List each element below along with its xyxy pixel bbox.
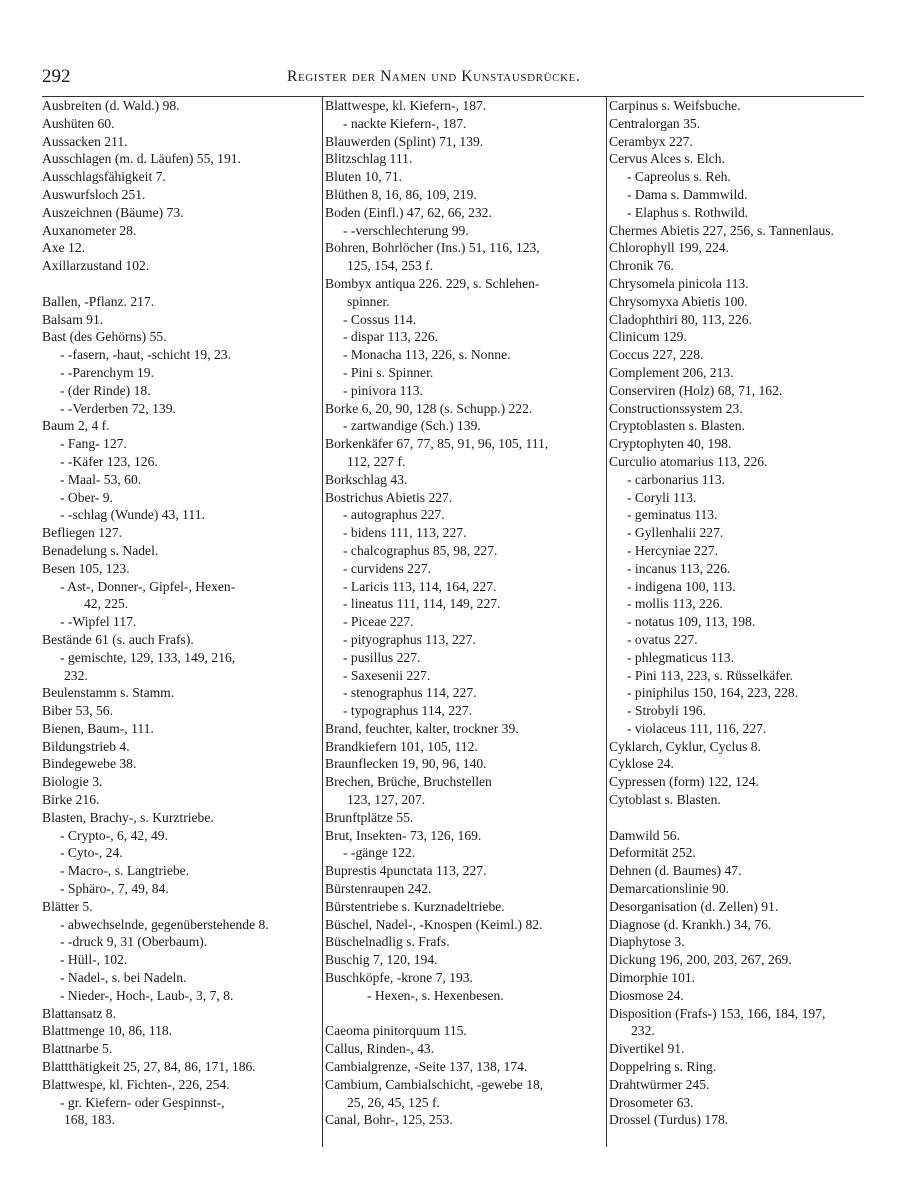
index-entry [42,275,310,293]
index-entry: Brunftplätze 55. [325,809,414,825]
index-entry: - Elaphus s. Rothwild. [627,204,749,220]
index-entry: - Strobyli 196. [627,703,706,719]
index-entry: Dehnen (d. Baumes) 47. [609,863,742,879]
index-entry: - -gänge 122. [343,845,416,861]
index-entry: Dimorphie 101. [609,970,696,986]
index-entry: - chalcographus 85, 98, 227. [343,542,498,558]
index-entry: - -Parenchym 19. [60,364,154,380]
index-entry: Blätter 5. [42,898,93,914]
running-head: Register der Namen und Kunstausdrücke. [287,68,581,85]
index-entry: Bindegewebe 38. [42,756,137,772]
index-entry: Chrysomyxa Abietis 100. [609,293,748,309]
index-entry: - -Verderben 72, 139. [60,400,176,416]
index-entry: Boden (Einfl.) 47, 62, 66, 232. [325,204,492,220]
index-entry: Blauwerden (Splint) 71, 139. [325,133,484,149]
index-entry: - notatus 109, 113, 198. [627,614,756,630]
index-entry: - phlegmaticus 113. [627,649,735,665]
index-entry: Brut, Insekten- 73, 126, 169. [325,827,482,843]
index-entry: Bostrichus Abietis 227. [325,489,453,505]
index-entry: Cyklarch, Cyklur, Cyclus 8. [609,738,761,754]
index-entry: Drossel (Turdus) 178. [609,1112,729,1128]
index-entry: Auswurfsloch 251. [42,186,146,202]
index-entry: - -Wipfel 117. [60,614,137,630]
index-entry: Ausschlagsfähigkeit 7. [42,169,166,185]
index-entry: Blattwespe, kl. Kiefern-, 187. [325,98,487,113]
index-entry: - typographus 114, 227. [343,703,473,719]
index-entry: Cypressen (form) 122, 124. [609,774,759,790]
index-entry: - dispar 113, 226. [343,329,439,345]
index-entry: Cryptophyten 40, 198. [609,436,732,452]
index-entry: 112, 227 f. [347,453,406,469]
index-entry: Constructionssystem 23. [609,400,743,416]
index-entry: - lineatus 111, 114, 149, 227. [343,596,501,612]
index-entry: Coccus 227, 228. [609,347,704,363]
index-entry: Conserviren (Holz) 68, 71, 162. [609,382,783,398]
index-entry: Bluten 10, 71. [325,169,403,185]
index-entry: - Ast-, Donner-, Gipfel-, Hexen- [60,578,236,594]
index-entry: - abwechselnde, gegenüberstehende 8. [60,916,269,932]
index-entry: Auszeichnen (Bäume) 73. [42,204,184,220]
index-entry: Birke 216. [42,792,100,808]
index-entry: Biologie 3. [42,774,103,790]
index-entry: Bürstentriebe s. Kurznadeltriebe. [325,898,505,914]
index-column-2 [322,97,607,1147]
index-entry: Doppelring s. Ring. [609,1059,717,1075]
index-entry: - pusillus 227. [343,649,421,665]
index-entry: 123, 127, 207. [347,792,426,808]
index-entry: - Cyto-, 24. [60,845,123,861]
page-header [42,66,862,94]
index-entry: - bidens 111, 113, 227. [343,525,467,541]
index-entry: Drosometer 63. [609,1094,694,1110]
index-entry: Drahtwürmer 245. [609,1076,710,1092]
index-entry: - -druck 9, 31 (Oberbaum). [60,934,208,950]
index-entry: Biber 53, 56. [42,703,113,719]
index-entry: - -Käfer 123, 126. [60,453,158,469]
index-entry: Cambialgrenze, -Seite 137, 138, 174. [325,1059,528,1075]
index-entry: Ballen, -Pflanz. 217. [42,293,155,309]
index-entry: Blasten, Brachy-, s. Kurztriebe. [42,809,214,825]
index-entry: Buschköpfe, -krone 7, 193. [325,970,473,986]
index-entry: - Monacha 113, 226, s. Nonne. [343,347,511,363]
index-entry: Diosmose 24. [609,987,684,1003]
index-entry: - Fang- 127. [60,436,127,452]
index-entry: Cryptoblasten s. Blasten. [609,418,745,434]
index-entry: - Capreolus s. Reh. [627,169,731,185]
index-entry: Carpinus s. Weifsbuche. [609,98,741,113]
index-entry: - ovatus 227. [627,631,698,647]
index-entry: Demarcationslinie 90. [609,881,730,897]
index-entry: - gr. Kiefern- oder Gespinnst-, [60,1094,225,1110]
index-entry: Diagnose (d. Krankh.) 34, 76. [609,916,772,932]
index-entry: Cladophthiri 80, 113, 226. [609,311,752,327]
index-entry: Borke 6, 20, 90, 128 (s. Schupp.) 222. [325,400,533,416]
index-entry: Borkschlag 43. [325,471,408,487]
index-entry: - violaceus 111, 116, 227. [627,720,767,736]
index-entry: - Ober- 9. [60,489,113,505]
index-entry: Büschel, Nadel-, -Knospen (Keiml.) 82. [325,916,543,932]
index-entry: - incanus 113, 226. [627,560,731,576]
index-entry: Besen 105, 123. [42,560,130,576]
index-entry: Bürstenraupen 242. [325,881,432,897]
index-entry: Baum 2, 4 f. [42,418,110,434]
index-entry: Aushüten 60. [42,115,115,131]
index-entry: - nackte Kiefern-, 187. [343,115,467,131]
index-entry: - Pini 113, 223, s. Rüsselkäfer. [627,667,794,683]
index-entry: - Gyllenhalii 227. [627,525,724,541]
index-entry: Beulenstamm s. Stamm. [42,685,175,701]
index-entry: - -fasern, -haut, -schicht 19, 23. [60,347,231,363]
index-entry: 42, 225. [84,596,129,612]
index-entry: Aussacken 211. [42,133,128,149]
index-entry: Damwild 56. [609,827,680,843]
index-entry: Borkenkäfer 67, 77, 85, 91, 96, 105, 111, [325,436,549,452]
index-entry: Chronik 76. [609,258,674,274]
index-entry: - -schlag (Wunde) 43, 111. [60,507,205,523]
index-entry: Blattwespe, kl. Fichten-, 226, 254. [42,1076,230,1092]
index-entry: - autographus 227. [343,507,445,523]
index-entry: Cyklose 24. [609,756,674,772]
index-entry: - Hüll-, 102. [60,952,128,968]
index-entry: - (der Rinde) 18. [60,382,151,398]
index-entry: Blattnarbe 5. [42,1041,113,1057]
index-entry: Blattthätigkeit 25, 27, 84, 86, 171, 186. [42,1059,256,1075]
index-entry: - stenographus 114, 227. [343,685,477,701]
index-entry: Bienen, Baum-, 111. [42,720,154,736]
index-entry: Chrysomela pinicola 113. [609,275,749,291]
index-entry: Auxanometer 28. [42,222,137,238]
index-entry: Canal, Bohr-, 125, 253. [325,1112,453,1128]
page-number: 292 [42,66,71,87]
index-entry: Ausschlagen (m. d. Läufen) 55, 191. [42,151,241,167]
index-column-1 [42,97,310,1129]
index-entry: Blattansatz 8. [42,1005,116,1021]
index-entry: - pinivora 113. [343,382,423,398]
index-entry: - Dama s. Dammwild. [627,186,748,202]
index-entry: Bohren, Bohrlöcher (Ins.) 51, 116, 123, [325,240,540,256]
index-entry: Büschelnadlig s. Frafs. [325,934,450,950]
index-entry: Blitzschlag 111. [325,151,413,167]
index-entry: Clinicum 129. [609,329,687,345]
index-entry: Desorganisation (d. Zellen) 91. [609,898,779,914]
index-entry: Centralorgan 35. [609,115,701,131]
index-entry: - curvidens 227. [343,560,431,576]
index-entry: Chlorophyll 199, 224. [609,240,730,256]
index-entry: Brand, feuchter, kalter, trockner 39. [325,720,519,736]
index-entry: Blattmenge 10, 86, 118. [42,1023,173,1039]
index-entry: Bestände 61 (s. auch Frafs). [42,631,194,647]
index-entry: - Pini s. Spinner. [343,364,434,380]
index-entry: - gemischte, 129, 133, 149, 216, [60,649,236,665]
index-entry: Cambium, Cambialschicht, -gewebe 18, [325,1076,544,1092]
index-entry: spinner. [347,293,390,309]
index-entry [325,1005,607,1023]
index-entry: Axe 12. [42,240,86,256]
index-entry: Blüthen 8, 16, 86, 109, 219. [325,186,477,202]
index-entry: Cervus Alces s. Elch. [609,151,725,167]
index-entry: Buprestis 4punctata 113, 227. [325,863,487,879]
index-entry: Dickung 196, 200, 203, 267, 269. [609,952,792,968]
index-entry: Deformität 252. [609,845,696,861]
index-entry: - carbonarius 113. [627,471,726,487]
index-entry: Brandkiefern 101, 105, 112. [325,738,478,754]
index-entry: - Nieder-, Hoch-, Laub-, 3, 7, 8. [60,987,234,1003]
index-entry: Buschig 7, 120, 194. [325,952,438,968]
index-entry: Disposition (Frafs-) 153, 166, 184, 197, [609,1005,826,1021]
index-entry: 232. [64,667,88,683]
index-entry: 232. [631,1023,655,1039]
index-entry: - Macro-, s. Langtriebe. [60,863,190,879]
index-entry: - Saxesenii 227. [343,667,431,683]
index-entry: Braunflecken 19, 90, 96, 140. [325,756,487,772]
index-entry: - Hercyniae 227. [627,542,718,558]
index-entry: 125, 154, 253 f. [347,258,434,274]
index-entry: Diaphytose 3. [609,934,685,950]
index-entry: - Sphäro-, 7, 49, 84. [60,881,169,897]
index-entry: - Laricis 113, 114, 164, 227. [343,578,497,594]
index-entry: Befliegen 127. [42,525,123,541]
index-entry: Divertikel 91. [609,1041,685,1057]
index-entry: - Coryli 113. [627,489,697,505]
index-entry: - Maal- 53, 60. [60,471,142,487]
index-entry: - Piceae 227. [343,614,414,630]
index-entry: - Hexen-, s. Hexenbesen. [367,987,504,1003]
index-entry: Balsam 91. [42,311,104,327]
index-entry: Cerambyx 227. [609,133,693,149]
index-entry: Chermes Abietis 227, 256, s. Tannenlaus. [609,222,834,238]
index-entry: - pityographus 113, 227. [343,631,476,647]
index-entry: - Nadel-, s. bei Nadeln. [60,970,187,986]
index-entry: Callus, Rinden-, 43. [325,1041,435,1057]
index-entry: - geminatus 113. [627,507,718,523]
index-entry: Bildungstrieb 4. [42,738,130,754]
index-entry: - -verschlechterung 99. [343,222,469,238]
index-entry [609,809,875,827]
index-entry: - Crypto-, 6, 42, 49. [60,827,168,843]
index-entry: Brechen, Brüche, Bruchstellen [325,774,492,790]
index-entry: Curculio atomarius 113, 226. [609,453,768,469]
index-entry: - mollis 113, 226. [627,596,723,612]
index-entry: 25, 26, 45, 125 f. [347,1094,440,1110]
index-entry: Axillarzustand 102. [42,258,150,274]
index-entry: Benadelung s. Nadel. [42,542,159,558]
index-entry: - indigena 100, 113. [627,578,736,594]
index-entry: Cytoblast s. Blasten. [609,792,721,808]
index-entry: Bombyx antiqua 226. 229, s. Schlehen- [325,275,540,291]
index-entry: Bast (des Gehörns) 55. [42,329,167,345]
index-entry: Complement 206, 213. [609,364,734,380]
index-entry: 168, 183. [64,1112,115,1128]
index-entry: - zartwandige (Sch.) 139. [343,418,481,434]
index-entry: Ausbreiten (d. Wald.) 98. [42,98,180,113]
index-entry: - piniphilus 150, 164, 223, 228. [627,685,799,701]
index-entry: - Cossus 114. [343,311,417,327]
index-entry: Caeoma pinitorquum 115. [325,1023,467,1039]
index-column-3 [606,97,875,1147]
